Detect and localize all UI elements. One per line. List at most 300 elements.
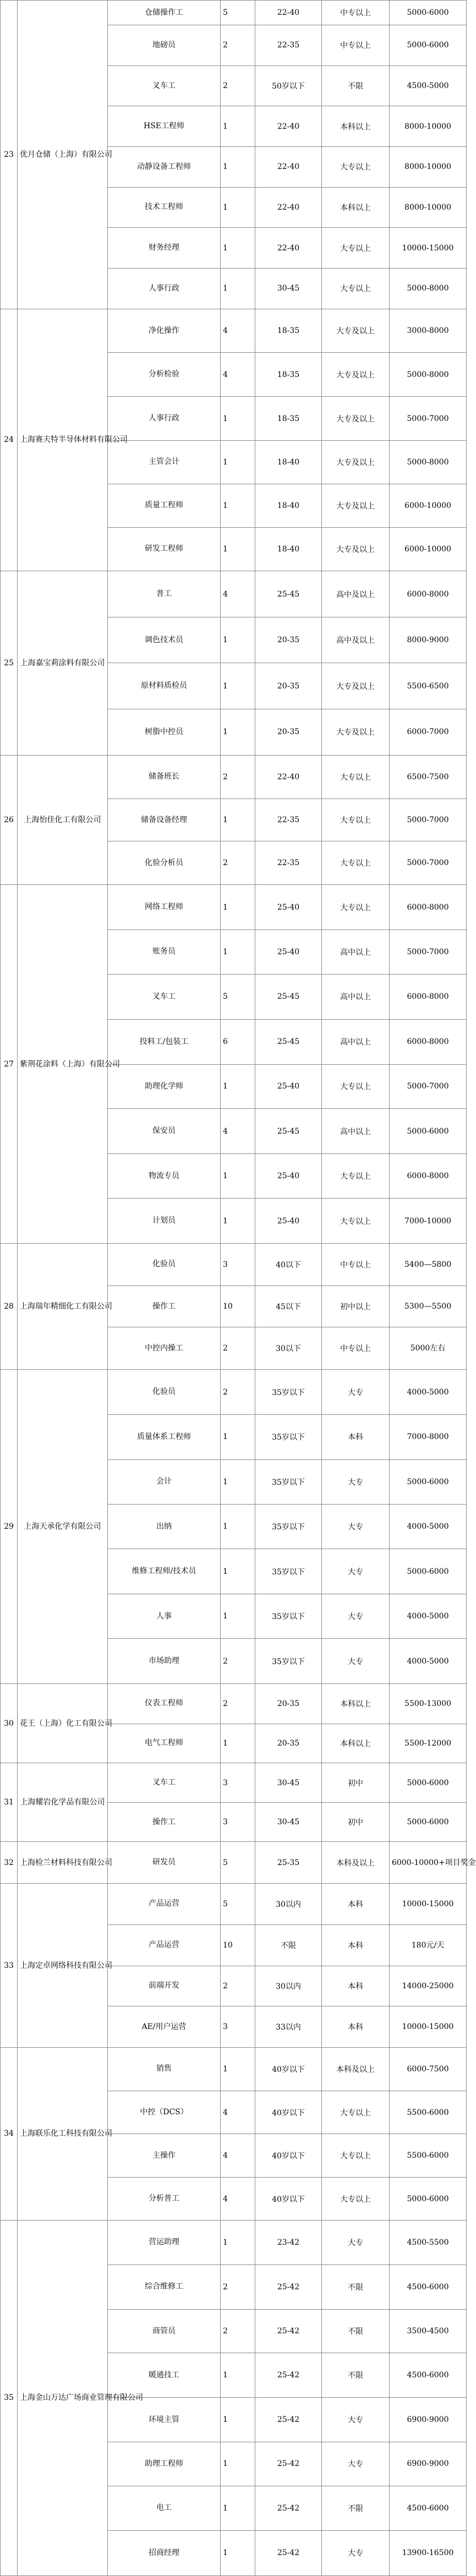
job-age-range: 22-35 [255,798,322,841]
job-headcount: 5 [221,1,255,25]
job-position: 保安员 [108,1109,221,1154]
job-position: 化验员 [108,1370,221,1415]
job-age-range: 40岁以下 [255,2091,322,2134]
job-headcount: 1 [221,146,255,187]
job-age-range: 22-35 [255,25,322,66]
job-education: 本科 [322,1966,390,2006]
job-headcount: 1 [221,268,255,309]
job-headcount: 1 [221,1549,255,1594]
job-headcount: 1 [221,663,255,709]
job-position: 叉车工 [108,65,221,106]
job-education: 本科 [322,2006,390,2048]
company-number: 24 [1,309,18,571]
job-education: 大专以上 [322,146,390,187]
job-position: 研发员 [108,1842,221,1884]
job-salary: 4500-5500 [390,2220,467,2265]
job-education: 不限 [322,2353,390,2398]
job-age-range: 25-45 [255,571,322,617]
job-salary: 7000-8000 [390,1414,467,1459]
job-headcount: 10 [221,1924,255,1966]
job-education: 本科 [322,1414,390,1459]
job-headcount: 2 [221,1327,255,1370]
job-headcount: 1 [221,2530,255,2575]
job-age-range: 25-45 [255,974,322,1019]
job-education: 中专以上 [322,1243,390,1286]
job-headcount: 1 [221,2047,255,2091]
job-age-range: 22-40 [255,146,322,187]
table-row [1,885,467,930]
job-salary: 10000-15000 [390,2006,467,2048]
table-row [1,1884,467,1925]
job-education: 中专以上 [322,25,390,66]
job-headcount: 10 [221,1286,255,1327]
job-headcount: 4 [221,2091,255,2134]
job-salary: 8000-10000 [390,146,467,187]
job-headcount: 2 [221,2309,255,2353]
job-age-range: 20-35 [255,1683,322,1724]
job-salary: 5500-13000 [390,1683,467,1724]
job-headcount: 1 [221,798,255,841]
job-position: 原材料质检员 [108,663,221,709]
job-salary: 5300—5500 [390,1286,467,1327]
job-position: 主管会计 [108,441,221,484]
job-education: 大专 [322,2220,390,2265]
job-education: 高中以上 [322,1109,390,1154]
job-age-range: 22-40 [255,106,322,147]
job-position: 网络工程师 [108,885,221,930]
job-age-range: 35岁以下 [255,1414,322,1459]
job-education: 不限 [322,2309,390,2353]
job-education: 大专以上 [322,1154,390,1199]
job-salary: 6900-9000 [390,2398,467,2442]
job-education: 初中 [322,1802,390,1842]
job-headcount: 1 [221,709,255,756]
job-position: 化验员 [108,1243,221,1286]
job-salary: 6000-10000 [390,484,467,527]
company-number: 35 [1,2220,18,2575]
company-name: 上海天承化学有限公司 [18,1370,108,1684]
company-name: 优月仓储（上海）有限公司 [18,1,108,309]
job-education: 大专以上 [322,2091,390,2134]
job-position: 储备班长 [108,755,221,798]
job-education: 中专以上 [322,1,390,25]
job-position: HSE工程师 [108,106,221,147]
job-headcount: 2 [221,1370,255,1415]
job-position: 地磅员 [108,25,221,66]
job-education: 大专及以上 [322,527,390,571]
job-headcount: 4 [221,1109,255,1154]
job-headcount: 5 [221,1884,255,1925]
job-position: 维修工程师/技术员 [108,1549,221,1594]
job-age-range: 22-40 [255,187,322,228]
company-name: 上海瑞年精细化工有限公司 [18,1243,108,1369]
job-headcount: 1 [221,1459,255,1504]
job-headcount: 1 [221,527,255,571]
job-headcount: 1 [221,1199,255,1244]
job-headcount: 1 [221,2220,255,2265]
job-position: 研发工程师 [108,527,221,571]
job-headcount: 4 [221,2178,255,2220]
job-position: 中控内操工 [108,1327,221,1370]
job-position: 仓储操作工 [108,1,221,25]
job-headcount: 2 [221,2265,255,2309]
job-education: 大专及以上 [322,663,390,709]
job-education: 大专以上 [322,798,390,841]
job-headcount: 1 [221,484,255,527]
job-position: 主操作 [108,2134,221,2178]
job-age-range: 30以内 [255,1966,322,2006]
job-salary: 180元/天 [390,1924,467,1966]
company-number: 25 [1,571,18,756]
job-position: 财务经理 [108,228,221,269]
job-headcount: 1 [221,2442,255,2486]
job-salary: 5000-8000 [390,353,467,397]
company-name: 上海金山万达广场商业管理有限公司 [18,2220,108,2575]
job-education: 本科以上 [322,187,390,228]
company-number: 27 [1,885,18,1244]
job-salary: 6000-10000 [390,527,467,571]
company-number: 26 [1,755,18,884]
job-age-range: 30-45 [255,268,322,309]
company-name: 上海定卓网络科技有限公司 [18,1884,108,2048]
job-position: 叉车工 [108,1763,221,1803]
job-salary: 5000-6000 [390,1459,467,1504]
job-headcount: 1 [221,1724,255,1763]
job-age-range: 50岁以下 [255,65,322,106]
job-education: 大专 [322,1594,390,1639]
job-position: 物流专员 [108,1154,221,1199]
job-position: 产品运营 [108,1884,221,1925]
job-headcount: 1 [221,441,255,484]
job-age-range: 40岁以下 [255,2134,322,2178]
job-age-range: 25-40 [255,1199,322,1244]
job-salary: 4500-5000 [390,65,467,106]
job-salary: 3500-4500 [390,2309,467,2353]
job-position: 产品运营 [108,1924,221,1966]
company-number: 31 [1,1763,18,1842]
job-salary: 6000-8000 [390,1154,467,1199]
job-salary: 8000-10000 [390,106,467,147]
job-headcount: 1 [221,1414,255,1459]
job-salary: 4000-5000 [390,1370,467,1415]
job-headcount: 1 [221,397,255,441]
job-age-range: 40岁以下 [255,2178,322,2220]
job-position: 营运助理 [108,2220,221,2265]
job-salary: 6000-7500 [390,2047,467,2091]
job-salary: 8000-9000 [390,617,467,663]
job-age-range: 25-42 [255,2353,322,2398]
company-name: 上海联乐化工科技有限公司 [18,2047,108,2220]
job-headcount: 1 [221,617,255,663]
job-education: 初中 [322,1763,390,1803]
job-salary: 5000-6000 [390,1802,467,1842]
job-education: 中专以上 [322,1327,390,1370]
job-salary: 5500-6000 [390,2134,467,2178]
job-age-range: 22-40 [255,228,322,269]
job-age-range: 18-35 [255,309,322,353]
table-row [1,2220,467,2265]
job-position: 前端开发 [108,1966,221,2006]
job-age-range: 35岁以下 [255,1459,322,1504]
job-salary: 8000-10000 [390,187,467,228]
job-headcount: 4 [221,353,255,397]
company-name: 上海赛夫特半导体材料有限公司 [18,309,108,571]
job-position: 会计 [108,1459,221,1504]
job-education: 本科以上 [322,1683,390,1724]
job-age-range: 25-45 [255,1109,322,1154]
job-salary: 6900-9000 [390,2442,467,2486]
job-age-range: 25-35 [255,1842,322,1884]
job-age-range: 25-42 [255,2265,322,2309]
job-education: 本科 [322,1924,390,1966]
job-education: 大专以上 [322,2134,390,2178]
job-salary: 3000-8000 [390,309,467,353]
job-salary: 6000-8000 [390,974,467,1019]
job-age-range: 23-42 [255,2220,322,2265]
job-education: 大专以上 [322,1199,390,1244]
job-position: 操作工 [108,1286,221,1327]
job-position: 普工 [108,571,221,617]
job-age-range: 35岁以下 [255,1639,322,1684]
job-position: 助理化学师 [108,1064,221,1109]
job-age-range: 25-42 [255,2530,322,2575]
job-headcount: 4 [221,2134,255,2178]
table-row [1,1683,467,1724]
job-education: 本科以上 [322,106,390,147]
job-age-range: 35岁以下 [255,1594,322,1639]
job-education: 大专以上 [322,228,390,269]
job-salary: 6000-8000 [390,1019,467,1064]
job-salary: 5000-7000 [390,930,467,975]
job-education: 大专及以上 [322,397,390,441]
job-age-range: 30以下 [255,1327,322,1370]
job-education: 本科及以上 [322,2047,390,2091]
job-age-range: 20-35 [255,1724,322,1763]
company-number: 30 [1,1683,18,1763]
job-education: 大专 [322,2442,390,2486]
job-salary: 5400—5800 [390,1243,467,1286]
job-salary: 5000-6000 [390,1549,467,1594]
job-education: 大专以上 [322,1064,390,1109]
job-headcount: 5 [221,1842,255,1884]
job-headcount: 3 [221,1802,255,1842]
job-age-range: 25-42 [255,2486,322,2530]
job-age-range: 20-35 [255,617,322,663]
job-education: 大专 [322,1549,390,1594]
job-position: 树脂中控员 [108,709,221,756]
job-education: 大专 [322,1639,390,1684]
job-age-range: 25-42 [255,2442,322,2486]
table-row [1,309,467,353]
job-position: 分析普工 [108,2178,221,2220]
company-number: 23 [1,1,18,309]
job-headcount: 2 [221,1639,255,1684]
job-position: 商管员 [108,2309,221,2353]
job-headcount: 4 [221,571,255,617]
job-headcount: 1 [221,187,255,228]
table-row [1,1243,467,1286]
job-position: 人事行政 [108,397,221,441]
job-education: 本科及以上 [322,1842,390,1884]
job-position: 助理工程师 [108,2442,221,2486]
job-education: 大专以上 [322,268,390,309]
job-age-range: 20-35 [255,663,322,709]
company-name: 上海嘉宝莉涂料有限公司 [18,571,108,756]
job-age-range: 22-40 [255,1,322,25]
job-salary: 5000-7000 [390,1064,467,1109]
job-headcount: 3 [221,1243,255,1286]
job-position: 技术工程师 [108,187,221,228]
job-salary: 4000-5000 [390,1639,467,1684]
job-salary: 5000-7000 [390,841,467,885]
job-education: 不限 [322,65,390,106]
job-salary: 10000-15000 [390,228,467,269]
job-age-range: 30-45 [255,1802,322,1842]
job-salary: 5000-6000 [390,1109,467,1154]
job-education: 高中及以上 [322,617,390,663]
job-age-range: 35岁以下 [255,1370,322,1415]
job-salary: 5000-7000 [390,798,467,841]
job-position: 人事行政 [108,268,221,309]
job-position: 环境主管 [108,2398,221,2442]
job-age-range: 35岁以下 [255,1504,322,1549]
job-salary: 6000-10000+项目奖金 [390,1842,467,1884]
job-headcount: 1 [221,2486,255,2530]
job-age-range: 25-45 [255,1019,322,1064]
job-education: 不限 [322,2486,390,2530]
company-name: 上海怡佳化工有限公司 [18,755,108,884]
job-education: 高中以上 [322,1019,390,1064]
job-salary: 7000-10000 [390,1199,467,1244]
job-headcount: 1 [221,2353,255,2398]
company-number: 34 [1,2047,18,2220]
job-headcount: 1 [221,106,255,147]
job-headcount: 2 [221,755,255,798]
job-position: 储备设备经理 [108,798,221,841]
job-age-range: 25-40 [255,885,322,930]
job-education: 大专 [322,1504,390,1549]
job-salary: 6500-7500 [390,755,467,798]
job-salary: 5000-6000 [390,1763,467,1803]
job-education: 本科以上 [322,1724,390,1763]
job-age-range: 18-35 [255,353,322,397]
job-headcount: 1 [221,1154,255,1199]
job-salary: 5000-8000 [390,268,467,309]
job-salary: 5000-6000 [390,25,467,66]
table-row [1,1763,467,1803]
job-age-range: 25-42 [255,2309,322,2353]
table-row [1,2047,467,2091]
job-position: 调色技术员 [108,617,221,663]
job-age-range: 45以下 [255,1286,322,1327]
job-education: 高中及以上 [322,571,390,617]
table-row [1,1,467,25]
job-education: 本科 [322,1884,390,1925]
company-number: 28 [1,1243,18,1369]
job-salary: 14000-25000 [390,1966,467,2006]
job-education: 大专及以上 [322,441,390,484]
table-row [1,755,467,798]
job-position: 账务员 [108,930,221,975]
job-position: 市场助理 [108,1639,221,1684]
job-headcount: 1 [221,1504,255,1549]
company-name: 花王（上海）化工有限公司 [18,1683,108,1763]
job-education: 大专以上 [322,755,390,798]
job-education: 高中以上 [322,974,390,1019]
job-salary: 5500-6000 [390,2091,467,2134]
job-age-range: 18-40 [255,441,322,484]
job-position: 电气工程师 [108,1724,221,1763]
job-age-range: 35岁以下 [255,1549,322,1594]
job-salary: 5000-6000 [390,1,467,25]
job-salary: 5500-6500 [390,663,467,709]
job-age-range: 18-35 [255,397,322,441]
job-position: 销售 [108,2047,221,2091]
job-position: 中控（DCS） [108,2091,221,2134]
job-position: 动静设备工程师 [108,146,221,187]
job-position: 投料工/包装工 [108,1019,221,1064]
job-salary: 4000-5000 [390,1504,467,1549]
job-salary: 4000-5000 [390,1594,467,1639]
company-number: 33 [1,1884,18,2048]
job-headcount: 2 [221,65,255,106]
job-age-range: 30-45 [255,1763,322,1803]
job-salary: 4500-6000 [390,2265,467,2309]
table-row [1,1370,467,1415]
company-name: 上海检兰材料科技有限公司 [18,1842,108,1884]
job-position: 人事 [108,1594,221,1639]
job-education: 初中以上 [322,1286,390,1327]
job-headcount: 1 [221,2398,255,2442]
job-salary: 4500-6000 [390,2353,467,2398]
job-position: 净化操作 [108,309,221,353]
job-education: 大专及以上 [322,353,390,397]
job-education: 大专 [322,2398,390,2442]
job-headcount: 1 [221,885,255,930]
job-headcount: 2 [221,1966,255,2006]
job-headcount: 6 [221,1019,255,1064]
job-education: 不限 [322,2265,390,2309]
job-headcount: 2 [221,25,255,66]
job-headcount: 5 [221,974,255,1019]
job-headcount: 3 [221,1763,255,1803]
job-position: 暖通技工 [108,2353,221,2398]
job-headcount: 1 [221,930,255,975]
job-salary: 5500-12000 [390,1724,467,1763]
job-age-range: 25-42 [255,2398,322,2442]
job-salary: 5000-7000 [390,397,467,441]
job-education: 大专以上 [322,2178,390,2220]
job-headcount: 1 [221,228,255,269]
job-position: 仪表工程师 [108,1683,221,1724]
job-age-range: 33以内 [255,2006,322,2048]
job-position: AE/用户运营 [108,2006,221,2048]
job-position: 计划员 [108,1199,221,1244]
job-position: 化验分析员 [108,841,221,885]
job-age-range: 18-40 [255,527,322,571]
job-salary: 6000-8000 [390,571,467,617]
job-salary: 13900-16500 [390,2530,467,2575]
job-headcount: 1 [221,1064,255,1109]
job-salary: 6000-8000 [390,885,467,930]
table-row [1,571,467,617]
job-education: 大专 [322,1370,390,1415]
company-number: 32 [1,1842,18,1884]
job-education: 大专 [322,2530,390,2575]
job-salary: 4500-6000 [390,2486,467,2530]
job-education: 大专及以上 [322,484,390,527]
job-education: 大专及以上 [322,709,390,756]
